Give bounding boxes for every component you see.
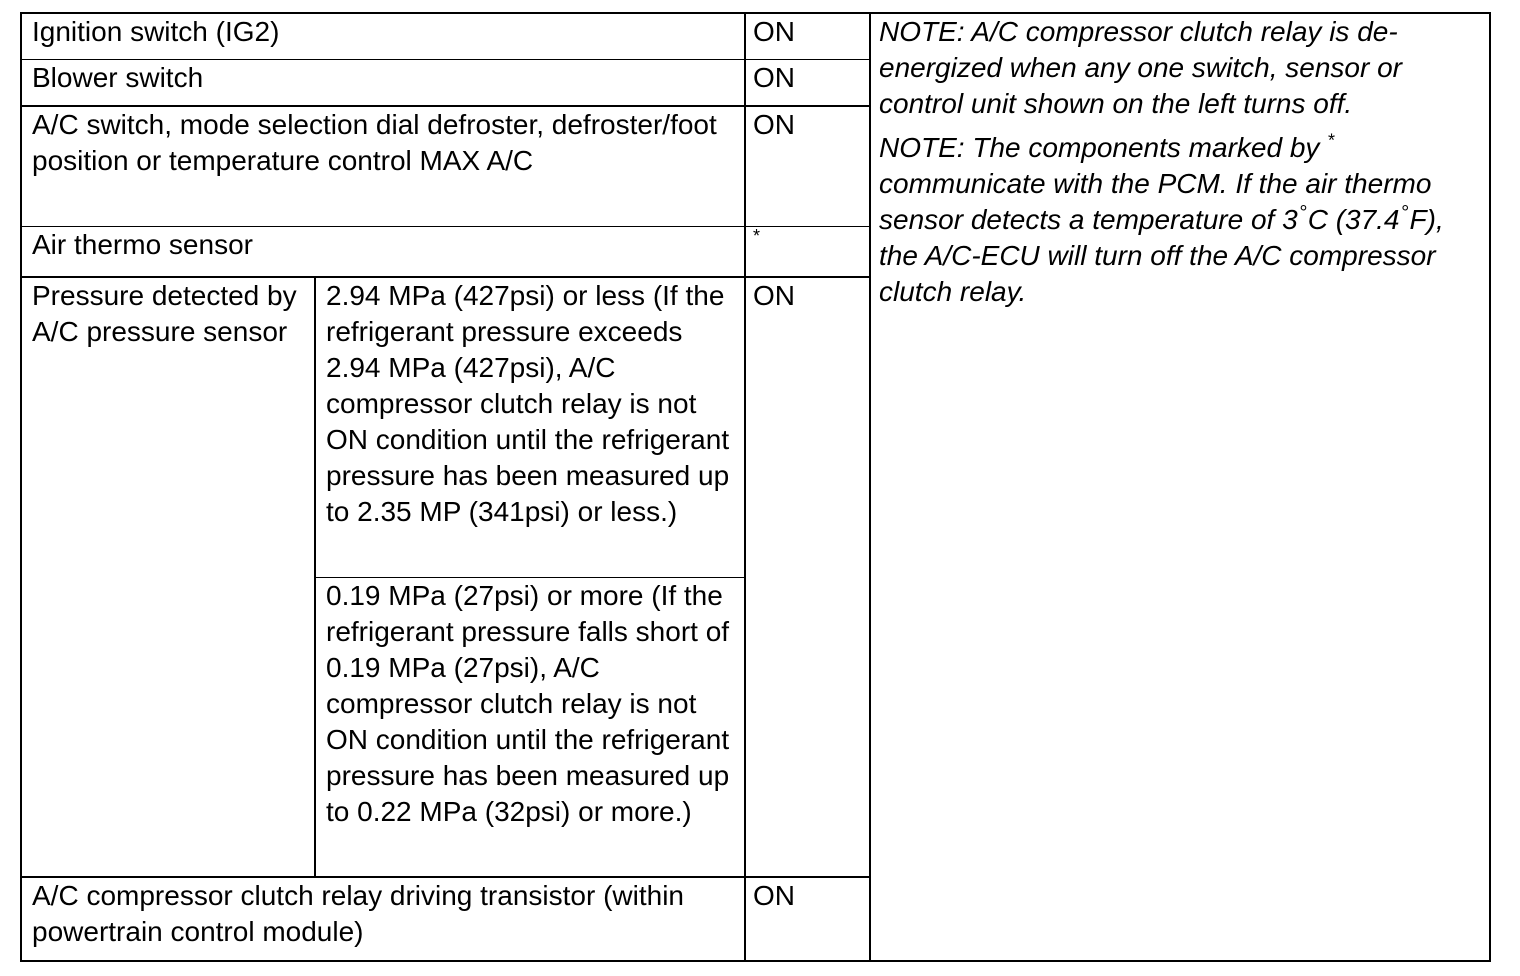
ac-switch-status: ON [745,106,870,226]
blower-switch-label: Blower switch [21,59,745,106]
air-thermo-sensor-status-cell [745,226,870,277]
ac-conditions-table [20,12,1491,962]
driving-transistor-label: A/C compressor clutch relay driving transistor (within powertrain control module) [21,877,745,961]
air-thermo-sensor-status: * [753,226,761,246]
asterisk-marker: * [1327,130,1335,151]
blower-switch-status: ON [745,59,870,106]
pressure-condition-high: 2.94 MPa (427psi) or less (If the refrigerant pressure exceeds 2.94 MPa (427psi), A/C compressor clutch relay is not ON condition until the refrigerant pressure has been measured up to 2.35 MP (341psi) or less.) [315,277,745,577]
note2-text-c: C (37.4 [1307,204,1400,235]
note-pcm-communication [879,130,1485,310]
degree-symbol: ° [1298,201,1307,224]
degree-symbol: ° [1400,201,1409,224]
ignition-switch-status: ON [745,13,870,59]
note2-text-a: NOTE: The components marked by [879,132,1328,163]
pressure-sensor-label: Pressure detected by A/C pressure sensor [21,277,315,877]
driving-transistor-status: ON [745,877,870,961]
ignition-switch-label: Ignition switch (IG2) [21,13,745,59]
note2-text-b: communicate with the PCM. If the air thermo sensor detects a temperature of 3 [879,168,1432,235]
air-thermo-sensor-label: Air thermo sensor [21,226,745,277]
note2-text-d: F), the A/C-ECU will turn off the A/C compressor clutch relay. [879,204,1444,307]
ac-switch-label: A/C switch, mode selection dial defroster, defroster/foot position or temperature control MAX A/C [21,106,745,226]
pressure-condition-low: 0.19 MPa (27psi) or more (If the refrigerant pressure falls short of 0.19 MPa (27psi), A/C compressor clutch relay is not ON condition until the refrigerant pressure has been measured up to 0.22 MPa (32psi) or more.) [315,577,745,877]
pressure-sensor-status: ON [745,277,870,877]
note-deenergized: NOTE: A/C compressor clutch relay is de-energized when any one switch, sensor or control unit shown on the left turns off. [879,16,1402,119]
notes-cell [870,13,1490,961]
